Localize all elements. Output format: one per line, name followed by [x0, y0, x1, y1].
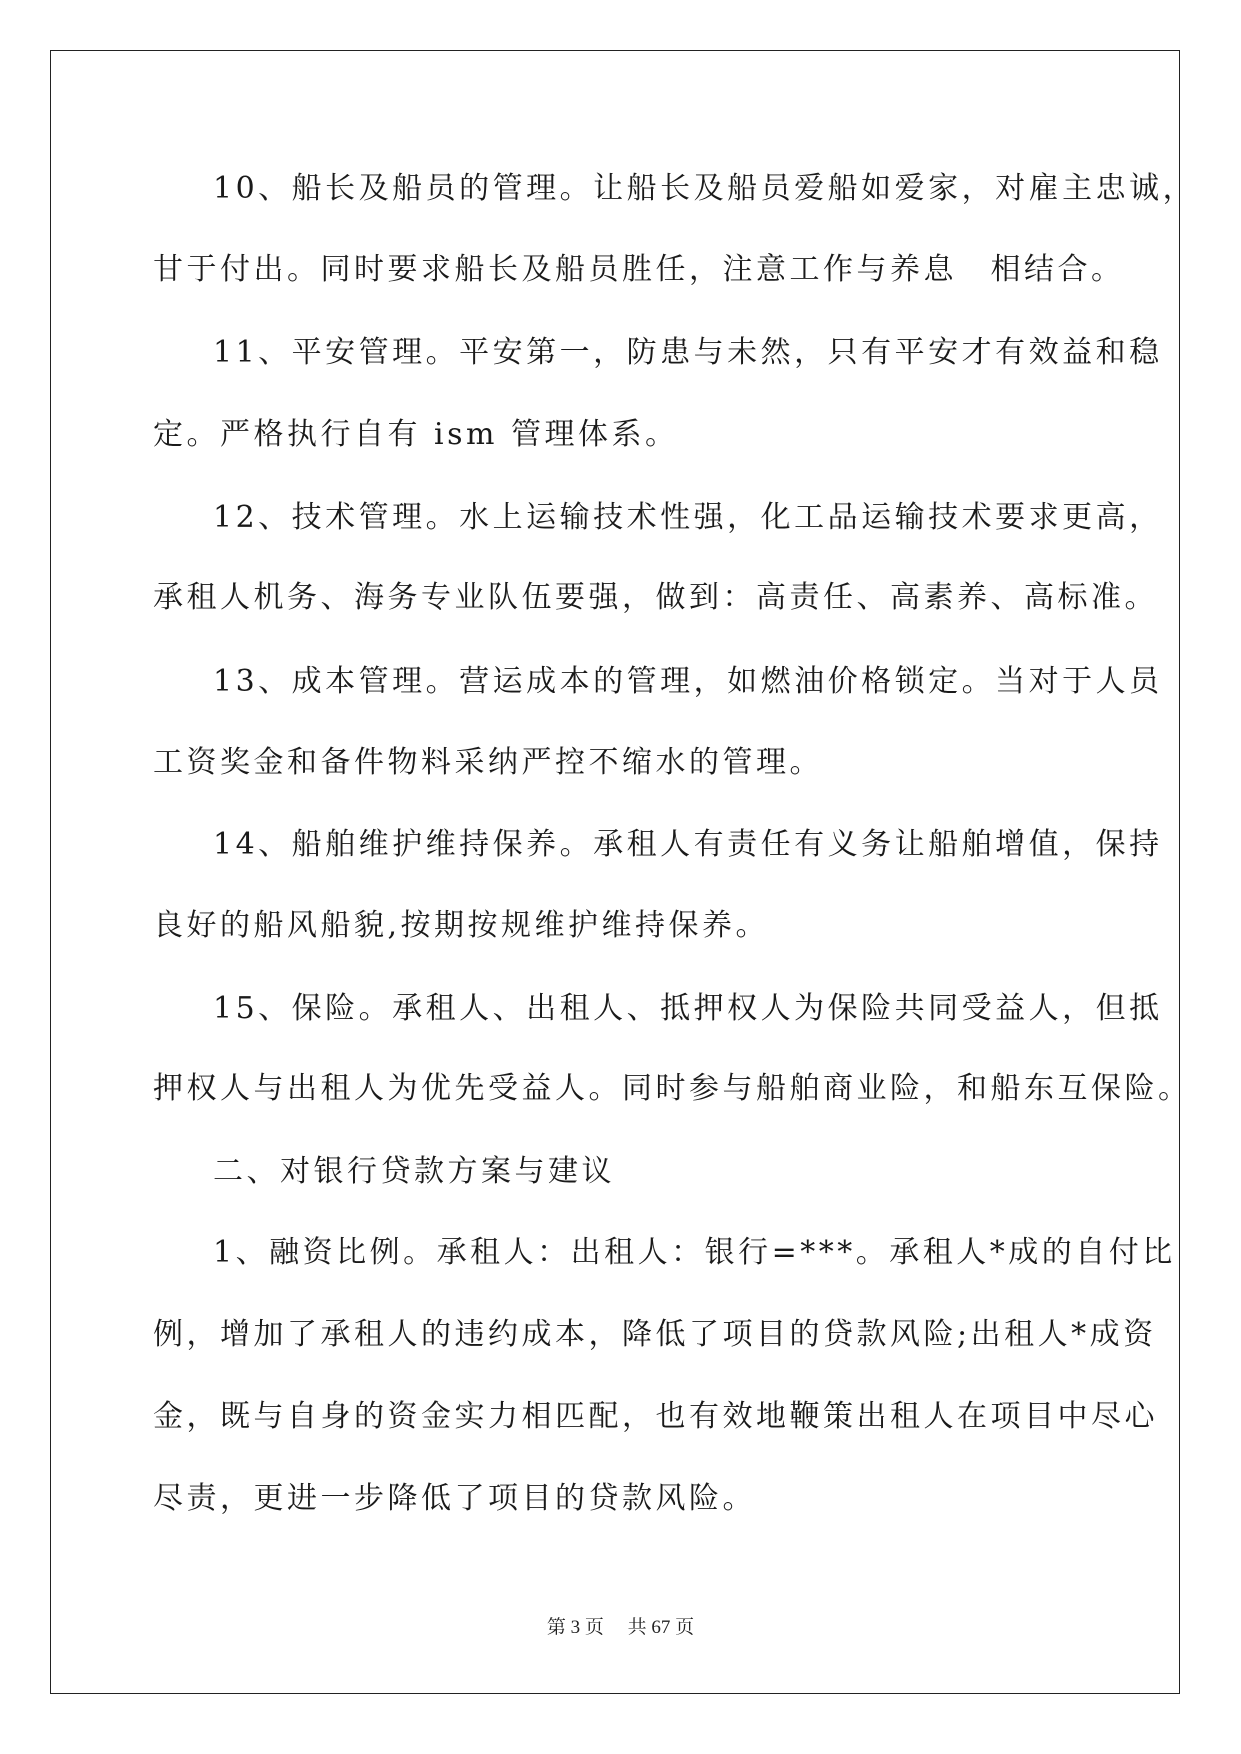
paragraph-12-line-1: 12、技术管理。水上运输技术性强，化工品运输技术要求更高， [213, 500, 1163, 535]
page-border [50, 50, 1180, 1694]
page-number-footer: 第 3 页 共 67 页 [546, 1617, 695, 1638]
paragraph-1-line-2: 例，增加了承租人的违约成本，降低了项目的贷款风险;出租人*成资 [153, 1317, 1157, 1352]
paragraph-15-line-1: 15、保险。承租人、出租人、抵押权人为保险共同受益人，但抵 [213, 991, 1163, 1026]
paragraph-13-line-2: 工资奖金和备件物料采纳严控不缩水的管理。 [153, 745, 823, 780]
paragraph-10-line-2: 甘于付出。同时要求船长及船员胜任，注意工作与养息 相结合。 [153, 252, 1125, 287]
paragraph-14-line-2: 良好的船风船貌,按期按规维护维持保养。 [153, 908, 770, 943]
paragraph-11-line-1: 11、平安管理。平安第一，防患与未然，只有平安才有效益和稳 [213, 335, 1163, 370]
paragraph-10-line-1: 10、船长及船员的管理。让船长及船员爱船如爱家，对雇主忠诚， [213, 171, 1197, 206]
paragraph-1-line-1: 1、融资比例。承租人：出租人：银行=***。承租人*成的自付比 [213, 1235, 1176, 1270]
section-heading: 二、对银行贷款方案与建议 [213, 1154, 615, 1189]
paragraph-1-line-4: 尽责，更进一步降低了项目的贷款风险。 [153, 1481, 756, 1516]
paragraph-11-line-2: 定。严格执行自有 ism 管理体系。 [153, 417, 679, 452]
paragraph-12-line-2: 承租人机务、海务专业队伍要强，做到：高责任、高素养、高标准。 [153, 580, 1158, 615]
paragraph-15-line-2: 押权人与出租人为优先受益人。同时参与船舶商业险，和船东互保险。 [153, 1071, 1192, 1106]
paragraph-13-line-1: 13、成本管理。营运成本的管理，如燃油价格锁定。当对于人员 [213, 664, 1163, 699]
paragraph-14-line-1: 14、船舶维护维持保养。承租人有责任有义务让船舶增值，保持 [213, 827, 1163, 862]
paragraph-1-line-3: 金，既与自身的资金实力相匹配，也有效地鞭策出租人在项目中尽心 [153, 1399, 1158, 1434]
